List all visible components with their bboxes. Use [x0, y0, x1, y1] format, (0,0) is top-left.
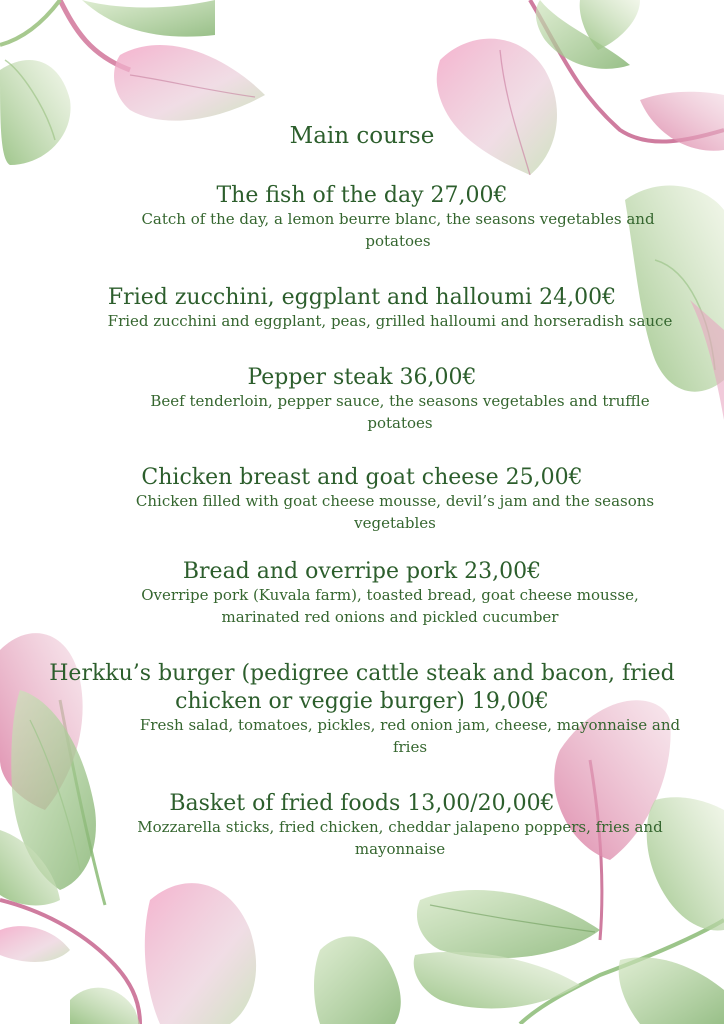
dish-name: Chicken breast and goat cheese 25,00€ — [141, 465, 583, 490]
dish-name: Basket of fried foods 13,00/20,00€ — [169, 791, 555, 816]
dish-description: Fried zucchini and eggplant, peas, grilled halloumi and horseradish sauce — [107, 312, 673, 330]
dish-description: Fresh salad, tomatoes, pickles, red onion jam, cheese, mayonnaise and fries — [139, 716, 681, 756]
dish-description: Beef tenderloin, pepper sauce, the seasons vegetables and truffle potatoes — [150, 392, 650, 432]
dish-description: Catch of the day, a lemon beurre blanc, the seasons vegetables and potatoes — [141, 210, 655, 250]
dish-name: Bread and overripe pork 23,00€ — [182, 559, 542, 584]
dish-description: Overripe pork (Kuvala farm), toasted bread, goat cheese mousse, marinated red onions and pickled cucumber — [141, 586, 639, 626]
dish-name: Herkku’s burger (pedigree cattle steak and bacon, fried chicken or veggie burger) 19,00€ — [49, 661, 675, 714]
menu-title: Main course — [289, 123, 435, 149]
dish-name: Fried zucchini, eggplant and halloumi 24,00€ — [107, 285, 617, 310]
dish-description: Mozzarella sticks, fried chicken, cheddar jalapeno poppers, fries and mayonnaise — [137, 818, 663, 858]
dish-name: The fish of the day 27,00€ — [216, 183, 508, 208]
dish-name: Pepper steak 36,00€ — [247, 365, 477, 390]
dish-description: Chicken filled with goat cheese mousse, devil’s jam and the seasons vegetables — [135, 492, 655, 532]
